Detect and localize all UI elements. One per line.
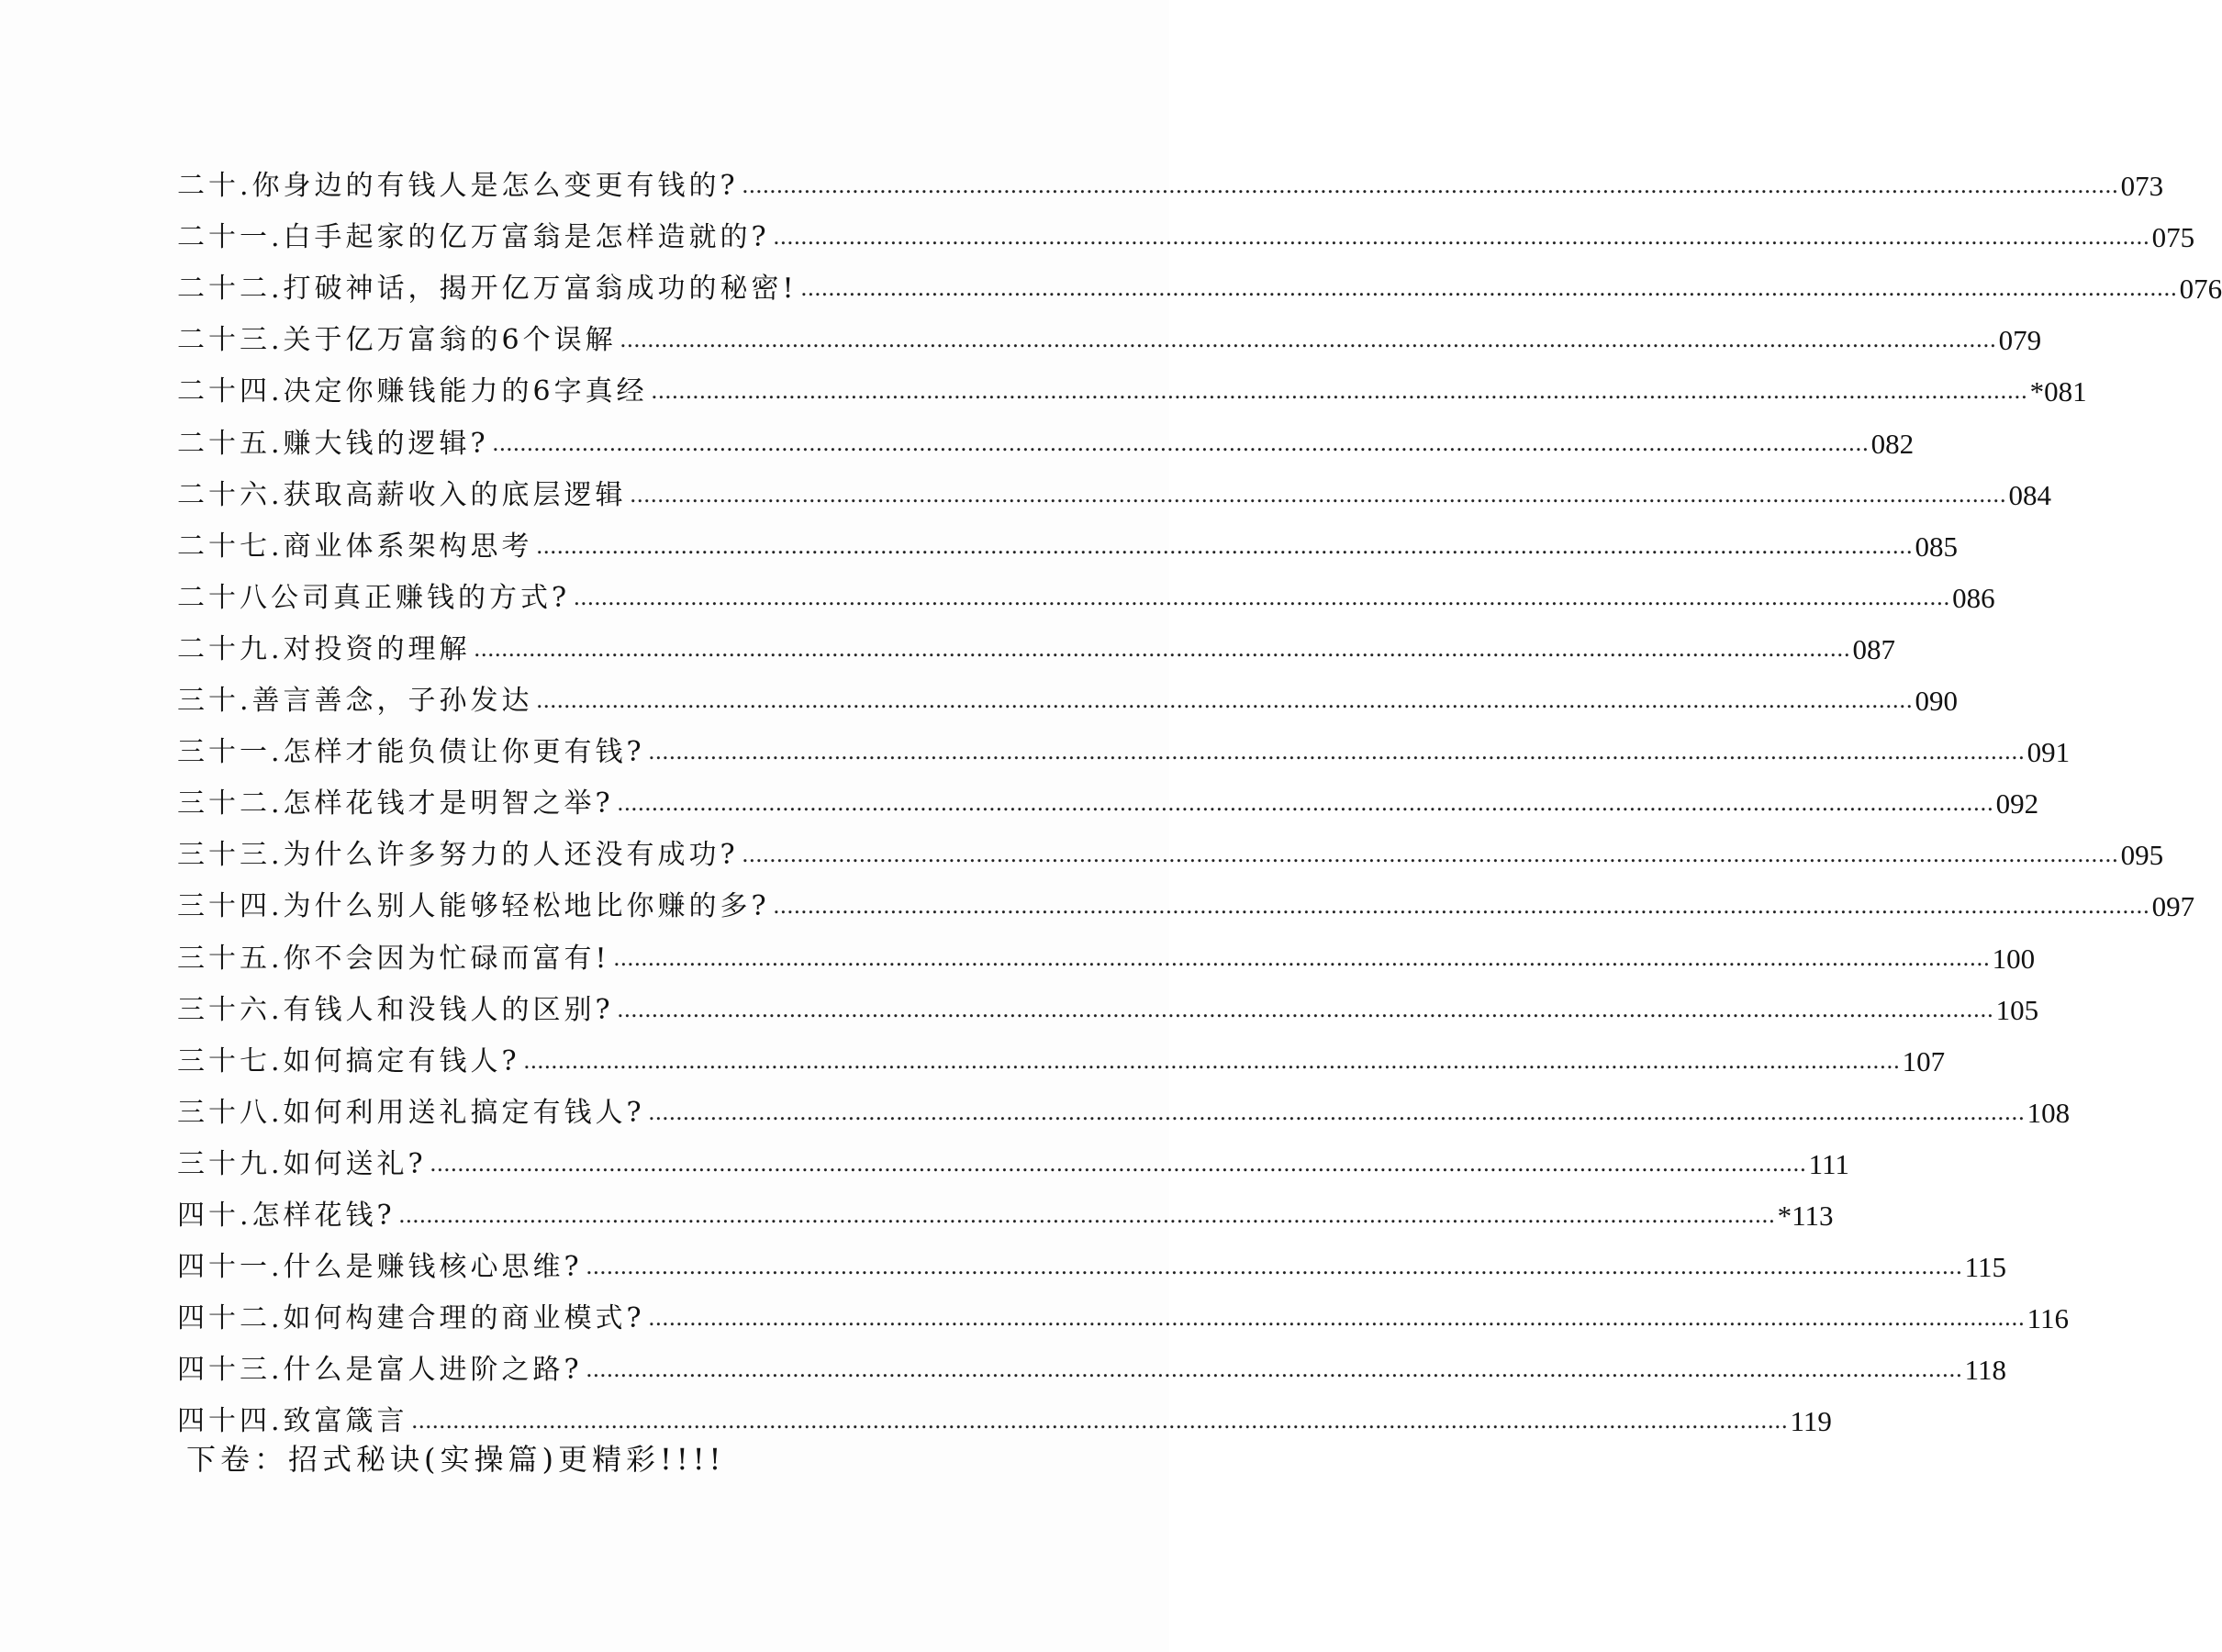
toc-dot-leader: ........................................................................................................................................................................................................ [411, 1407, 1789, 1434]
toc-entry-page-number: 092 [1995, 787, 2039, 820]
toc-entry [177, 1078, 2071, 1130]
toc-entry [177, 564, 1995, 615]
toc-entry [177, 976, 2039, 1027]
toc-dot-leader: ........................................................................................................................................................................................................ [536, 531, 1914, 559]
toc-entry [177, 718, 2071, 769]
toc-entry-title: 四十一.什么是赚钱核心思维? [177, 1251, 583, 1284]
toc-entry [177, 151, 2164, 203]
toc-dot-leader: ........................................................................................................................................................................................................ [492, 429, 1870, 456]
toc-entry-page-number: 115 [1964, 1251, 2006, 1284]
toc-entry-page-number: 075 [2151, 221, 2195, 254]
toc-dot-leader: ........................................................................................................................................................................................................ [648, 1304, 2026, 1332]
toc-entry-page-number: 108 [2027, 1096, 2071, 1129]
toc-entry [177, 1130, 1849, 1181]
toc-entry [177, 306, 2042, 357]
toc-entry [177, 769, 2039, 820]
toc-entry-title: 四十四.致富箴言 [177, 1405, 408, 1438]
toc-entry-page-number: 084 [2008, 478, 2052, 511]
toc-entry-title: 二十二.打破神话，揭开亿万富翁成功的秘密! [177, 273, 798, 306]
toc-entry [177, 461, 2052, 512]
toc-entry-page-number: 079 [1998, 324, 2042, 357]
toc-entry-title: 三十三.为什么许多努力的人还没有成功? [177, 839, 739, 872]
toc-entry [177, 203, 2195, 254]
toc-entry-title: 二十七.商业体系架构思考 [177, 530, 533, 563]
toc-entry-title: 三十七.如何搞定有钱人? [177, 1044, 520, 1077]
toc-dot-leader: ........................................................................................................................................................................................................ [617, 789, 1994, 817]
toc-dot-leader: ........................................................................................................................................................................................................ [613, 943, 1991, 971]
next-volume-note: 下卷：招式秘诀(实操篇)更精彩!!!! [186, 1442, 726, 1477]
toc-dot-leader: ........................................................................................................................................................................................................ [398, 1200, 1776, 1228]
toc-entry-page-number: 107 [1902, 1044, 1946, 1077]
toc-entry-page-number: 116 [2027, 1302, 2069, 1335]
toc-dot-leader: ........................................................................................................................................................................................................ [773, 223, 2150, 251]
toc-entry-page-number: 111 [1808, 1147, 1849, 1180]
toc-entry [177, 512, 1959, 564]
table-of-contents [177, 151, 2222, 1438]
toc-entry-title: 三十一.怎样才能负债让你更有钱? [177, 736, 645, 769]
toc-entry-title: 三十六.有钱人和没钱人的区别? [177, 993, 614, 1026]
toc-dot-leader: ........................................................................................................................................................................................................ [800, 274, 2178, 302]
toc-dot-leader: ........................................................................................................................................................................................................ [648, 738, 2026, 765]
toc-dot-leader: ........................................................................................................................................................................................................ [474, 634, 1851, 662]
toc-entry-page-number: 086 [1952, 581, 1995, 614]
toc-entry [177, 1027, 1946, 1078]
toc-entry-page-number: 085 [1915, 530, 1959, 563]
toc-entry [177, 408, 1915, 460]
toc-entry-title: 二十三.关于亿万富翁的6个误解 [177, 324, 617, 357]
toc-entry-page-number: 090 [1915, 685, 1959, 718]
toc-entry-page-number: 119 [1790, 1405, 1832, 1438]
toc-entry-title: 四十二.如何构建合理的商业模式? [177, 1302, 645, 1335]
toc-dot-leader: ........................................................................................................................................................................................................ [617, 995, 1994, 1022]
toc-entry [177, 615, 1896, 666]
toc-entry-title: 二十九.对投资的理解 [177, 632, 471, 665]
toc-entry-page-number: 076 [2179, 273, 2222, 306]
toc-dot-leader: ........................................................................................................................................................................................................ [651, 377, 2028, 405]
toc-entry-title: 三十九.如何送礼? [177, 1147, 427, 1180]
toc-dot-leader: ........................................................................................................................................................................................................ [742, 841, 2119, 868]
toc-entry [177, 1233, 2006, 1284]
toc-entry [177, 1181, 1834, 1233]
toc-entry-title: 二十一.白手起家的亿万富翁是怎样造就的? [177, 221, 770, 254]
toc-entry [177, 1284, 2069, 1335]
toc-entry-page-number: *081 [2029, 375, 2087, 408]
toc-entry-title: 二十四.决定你赚钱能力的6字真经 [177, 375, 648, 408]
toc-entry [177, 820, 2164, 872]
toc-dot-leader: ........................................................................................................................................................................................................ [630, 480, 2007, 508]
toc-entry-page-number: 082 [1870, 427, 1915, 460]
toc-entry-page-number: 118 [1964, 1354, 2006, 1387]
toc-entry-page-number: 073 [2120, 170, 2164, 203]
toc-entry-page-number: 095 [2120, 839, 2164, 872]
toc-entry [177, 666, 1959, 718]
toc-entry-page-number: 091 [2027, 736, 2071, 769]
toc-entry-page-number: 087 [1852, 632, 1896, 665]
toc-dot-leader: ........................................................................................................................................................................................................ [536, 686, 1914, 714]
toc-dot-leader: ........................................................................................................................................................................................................ [742, 172, 2119, 199]
toc-entry-title: 三十八.如何利用送礼搞定有钱人? [177, 1096, 645, 1129]
toc-entry [177, 357, 2087, 408]
toc-entry-title: 二十五.赚大钱的逻辑? [177, 427, 489, 460]
toc-dot-leader: ........................................................................................................................................................................................................ [586, 1356, 1963, 1383]
toc-entry [177, 254, 2222, 306]
toc-entry [177, 872, 2195, 923]
toc-entry-page-number: 100 [1992, 942, 2036, 975]
toc-entry-title: 二十八公司真正赚钱的方式? [177, 581, 571, 614]
toc-entry-title: 二十六.获取高薪收入的底层逻辑 [177, 478, 627, 511]
toc-dot-leader: ........................................................................................................................................................................................................ [574, 583, 1951, 610]
toc-entry-title: 三十二.怎样花钱才是明智之举? [177, 787, 614, 820]
toc-dot-leader: ........................................................................................................................................................................................................ [620, 326, 1997, 353]
toc-dot-leader: ........................................................................................................................................................................................................ [586, 1253, 1963, 1280]
toc-entry [177, 923, 2036, 975]
toc-dot-leader: ........................................................................................................................................................................................................ [648, 1098, 2026, 1125]
toc-entry [177, 1387, 1832, 1438]
toc-entry-title: 四十.怎样花钱? [177, 1199, 396, 1232]
toc-dot-leader: ........................................................................................................................................................................................................ [523, 1046, 1901, 1074]
toc-dot-leader: ........................................................................................................................................................................................................ [430, 1149, 1807, 1177]
toc-entry-page-number: *113 [1777, 1199, 1834, 1232]
toc-entry-title: 三十四.为什么别人能够轻松地比你赚的多? [177, 890, 770, 923]
toc-entry [177, 1335, 2006, 1387]
toc-entry-page-number: 105 [1995, 993, 2039, 1026]
toc-entry-title: 三十.善言善念，子孙发达 [177, 685, 533, 718]
toc-dot-leader: ........................................................................................................................................................................................................ [773, 892, 2150, 920]
toc-entry-title: 二十.你身边的有钱人是怎么变更有钱的? [177, 170, 739, 203]
toc-entry-title: 三十五.你不会因为忙碌而富有! [177, 942, 610, 975]
toc-entry-title: 四十三.什么是富人进阶之路? [177, 1354, 583, 1387]
toc-entry-page-number: 097 [2151, 890, 2195, 923]
